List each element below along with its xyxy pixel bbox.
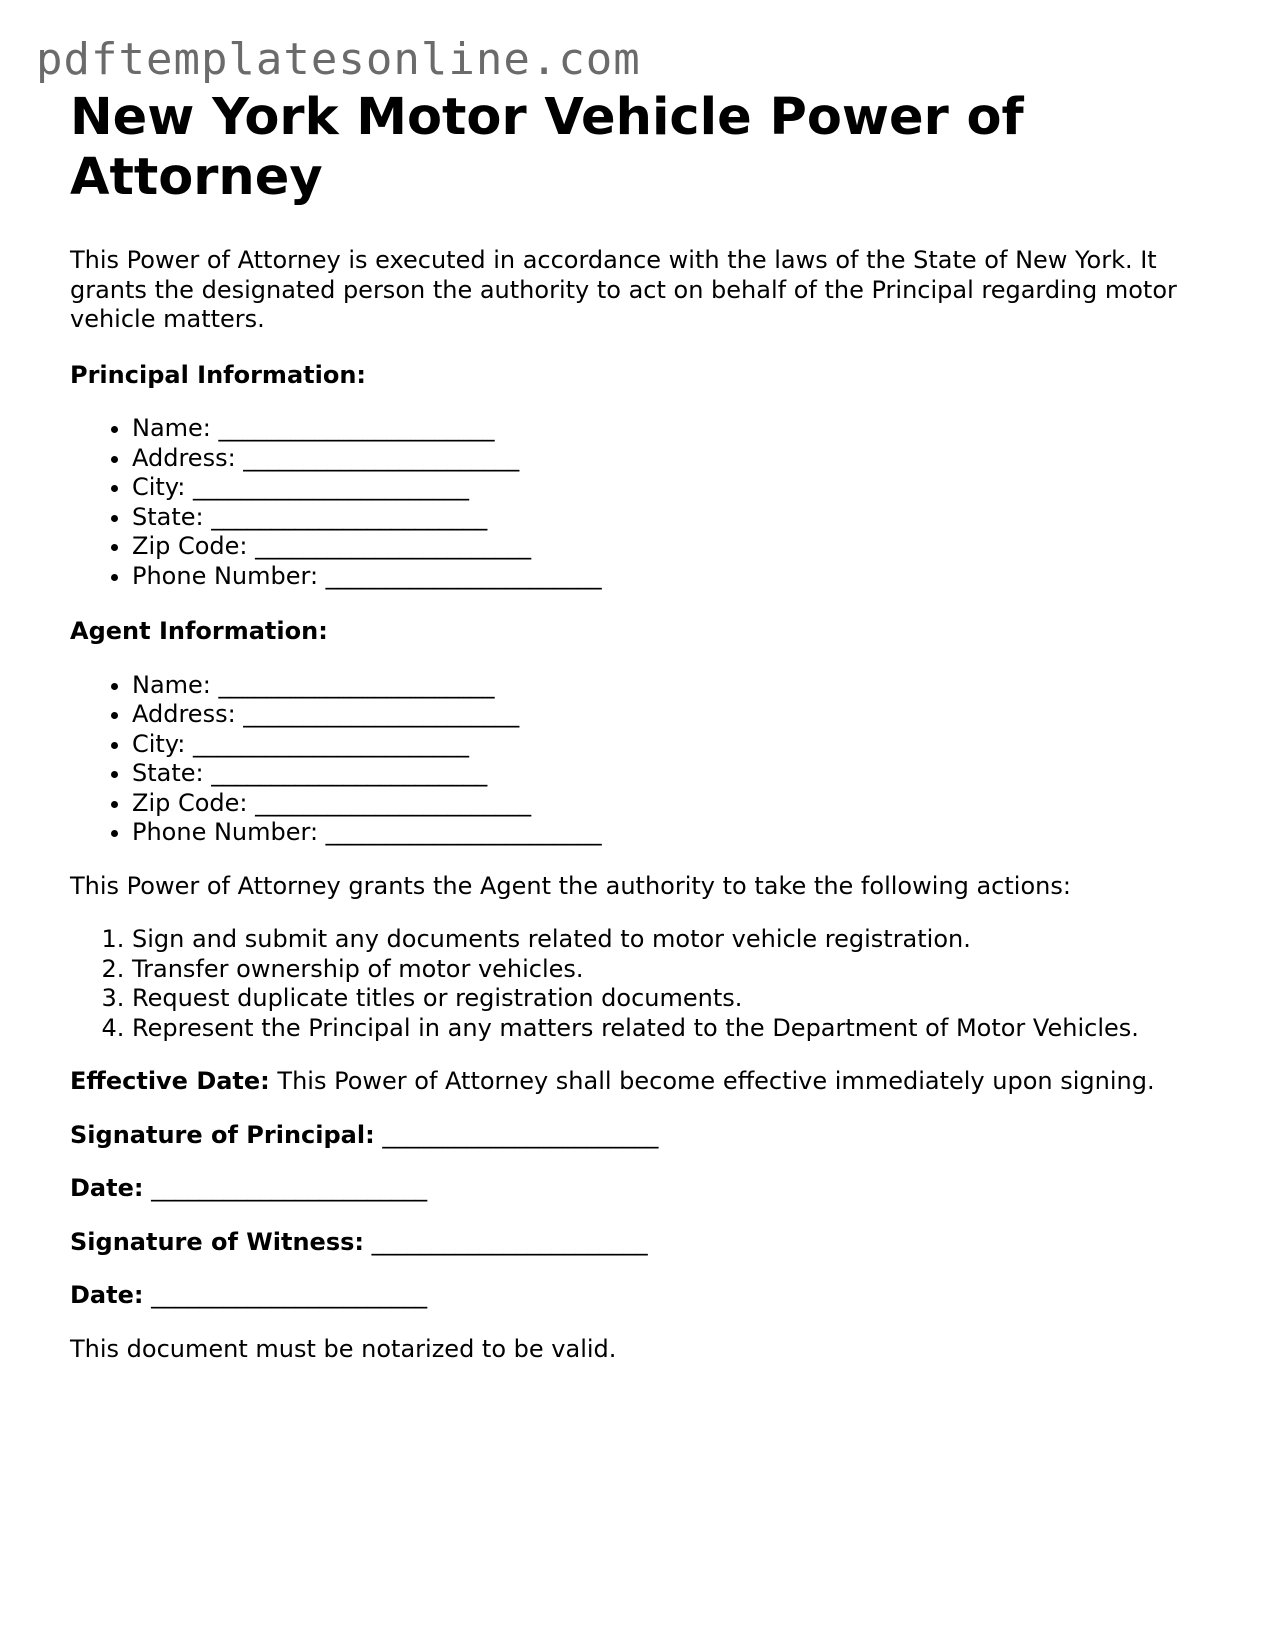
principal-name-field: • Name: _______________________ bbox=[132, 414, 1220, 444]
effective-date-text: This Power of Attorney shall become effective immediately upon signing. bbox=[269, 1067, 1155, 1095]
witness-date-line bbox=[70, 1281, 1220, 1311]
agent-name-field: • Name: _______________________ bbox=[132, 671, 1220, 701]
agent-state-field: • State: _______________________ bbox=[132, 759, 1220, 789]
principal-heading: Principal Information: bbox=[70, 360, 367, 389]
document-page bbox=[70, 88, 1220, 1364]
witness-date-blank: _______________________ bbox=[143, 1281, 428, 1309]
agent-phone-field: • Phone Number: _______________________ bbox=[132, 818, 1220, 848]
effective-date-label: Effective Date: bbox=[70, 1067, 270, 1095]
witness-signature-line bbox=[70, 1228, 1220, 1258]
notary-note: This document must be notarized to be valid. bbox=[70, 1334, 617, 1363]
principal-date-blank: _______________________ bbox=[143, 1174, 428, 1202]
action-item: 4. Represent the Principal in any matters related to the Department of Motor Vehicles. bbox=[132, 1014, 1220, 1044]
principal-date-line bbox=[70, 1174, 1220, 1204]
principal-field-list bbox=[70, 414, 1220, 591]
witness-signature-blank: _______________________ bbox=[364, 1227, 648, 1256]
effective-date-paragraph bbox=[70, 1067, 1220, 1097]
principal-date-label: Date: bbox=[70, 1174, 144, 1202]
document-title: New York Motor Vehicle Power of Attorney bbox=[70, 88, 1024, 207]
principal-signature-blank: _______________________ bbox=[374, 1120, 659, 1149]
principal-signature-line bbox=[70, 1121, 1220, 1151]
principal-phone-field: • Phone Number: _______________________ bbox=[132, 562, 1220, 592]
actions-list bbox=[70, 925, 1220, 1043]
agent-heading: Agent Information: bbox=[70, 617, 328, 645]
action-item: 1. Sign and submit any documents related to motor vehicle registration. bbox=[132, 925, 1220, 955]
principal-state-field: • State: _______________________ bbox=[132, 503, 1220, 533]
witness-date-label: Date: bbox=[70, 1281, 144, 1309]
watermark-text: pdftemplatesonline.com bbox=[36, 34, 641, 85]
principal-address-field: • Address: _______________________ bbox=[132, 444, 1220, 474]
principal-city-field: • City: _______________________ bbox=[132, 473, 1220, 503]
action-item: 2. Transfer ownership of motor vehicles. bbox=[132, 955, 1220, 985]
agent-address-field: • Address: _______________________ bbox=[132, 700, 1220, 730]
principal-signature-label: Signature of Principal: bbox=[70, 1120, 375, 1149]
witness-signature-label: Signature of Witness: bbox=[70, 1227, 364, 1256]
intro-paragraph: This Power of Attorney is executed in accordance with the laws of the State of New York. It grants the designated person the authority to act on behalf of the Principal regarding motor vehicle matters. bbox=[70, 246, 1177, 333]
agent-field-list bbox=[70, 671, 1220, 848]
principal-zip-field: • Zip Code: _______________________ bbox=[132, 532, 1220, 562]
action-item: 3. Request duplicate titles or registration documents. bbox=[132, 984, 1220, 1014]
authority-intro: This Power of Attorney grants the Agent the authority to take the following actions: bbox=[70, 871, 1071, 900]
agent-city-field: • City: _______________________ bbox=[132, 730, 1220, 760]
agent-zip-field: • Zip Code: _______________________ bbox=[132, 789, 1220, 819]
